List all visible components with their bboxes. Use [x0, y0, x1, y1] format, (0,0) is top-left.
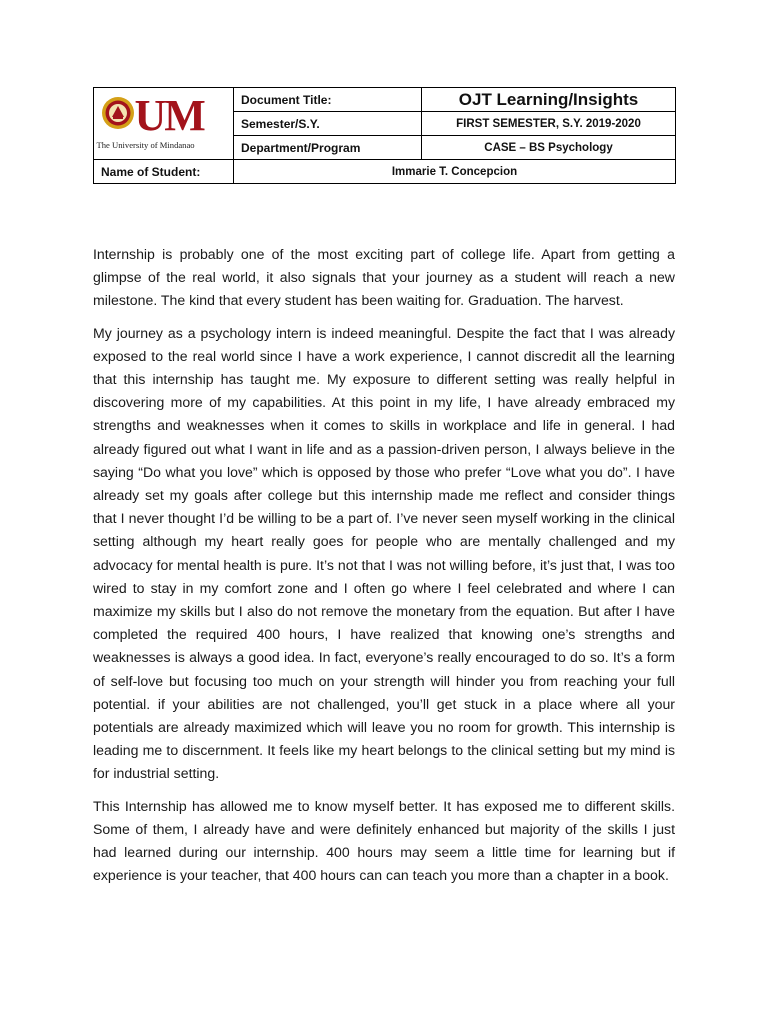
student-name-value: Immarie T. Concepcion	[234, 160, 676, 184]
university-logo-letters: UM	[134, 90, 204, 140]
logo-cell	[94, 88, 234, 160]
essay-paragraph: Internship is probably one of the most exciting part of college life. Apart from getting a glimpse of the real world, it also signals that your journey as a student will reach a new milestone. The kind that every student has been waiting for. Graduation. The harvest.	[93, 246, 675, 309]
university-seal-icon	[101, 96, 135, 130]
university-name: The University of Mindanao	[96, 139, 195, 150]
document-title-label: Document Title:	[234, 88, 422, 112]
university-logo	[95, 90, 233, 158]
department-value: CASE – BS Psychology	[422, 136, 676, 160]
document-header-table	[93, 87, 676, 184]
student-name-label: Name of Student:	[94, 160, 234, 184]
essay-paragraph: My journey as a psychology intern is indeed meaningful. Despite the fact that I was already exposed to the real world since I have a work experience, I cannot discredit all the learning that this internship has taught me. My exposure to different setting was really helpful in discovering more of my capabilities. At this point in my life, I have already embraced my strengths and weaknesses when it comes to skills in workplace and life in general. I had already figured out what I want in life and as a passion-driven person, I always believe in the saying “Do what you love” which is opposed by those who prefer “Love what you do”. I have already set my goals after college but this internship made me reflect and consider things that I never thought I’d be willing to be a part of. I’ve never seen myself working in the clinical setting although my heart really goes for people who are mentally challenged and my advocacy for mental health is pure. It’s not that I was not willing before, it’s just that, I was too wired to stay in my comfort zone and I often go where I feel celebrated and where I can maximize my skills but I also do not remove the monetary from the equation. But after I have completed the required 400 hours, I have realized that knowing one’s strengths and weaknesses is always a good idea. In fact, everyone’s really encouraged to do so. It’s a form of self-love but focusing too much on your strength will hinder you from reaching your full potential. if your abilities are not challenged, you’ll get stuck in a place where all your potentials are already maximized which will leave you no room for growth. This internship is leading me to discernment. It feels like my heart belongs to the clinical setting but my mind is for industrial setting.	[93, 324, 675, 782]
semester-value: FIRST SEMESTER, S.Y. 2019-2020	[422, 112, 676, 136]
essay-body	[93, 243, 675, 896]
essay-paragraph: This Internship has allowed me to know myself better. It has exposed me to different skills. Some of them, I already have and were definitely enhanced but majority of the skills I just had learned during our internship. 400 hours may seem a little time for learning but if experience is your teacher, that 400 hours can can teach you more than a chapter in a book.	[93, 797, 675, 884]
semester-label: Semester/S.Y.	[234, 112, 422, 136]
document-title-value: OJT Learning/Insights	[422, 88, 676, 112]
department-label: Department/Program	[234, 136, 422, 160]
